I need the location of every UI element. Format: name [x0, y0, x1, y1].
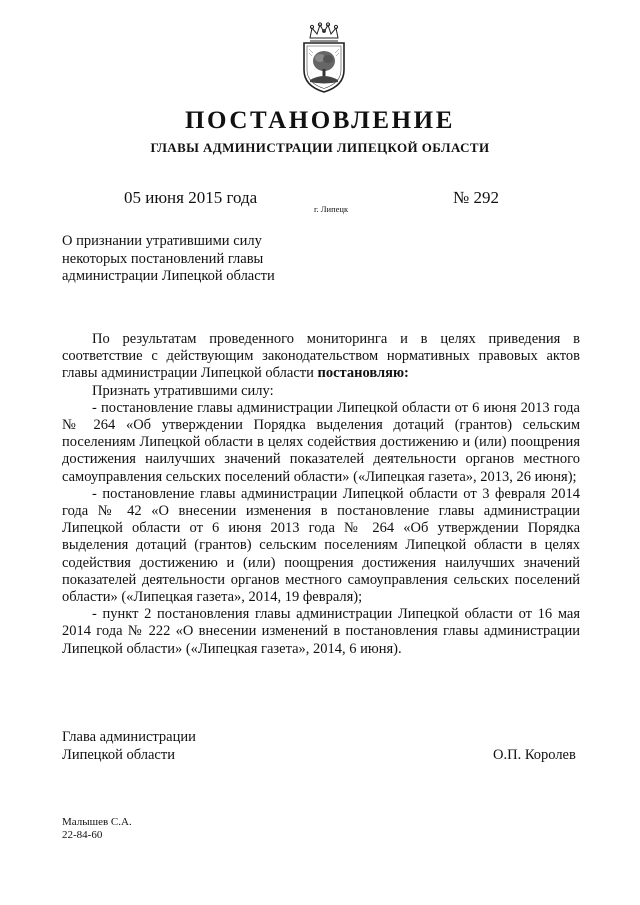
signatory-position [62, 729, 196, 764]
document-place: г. Липецк [314, 204, 349, 214]
signatory-position-line: Липецкой области [62, 746, 175, 763]
preamble-text: По результатам проведенного мониторинга и в целях приведения в соответствие с действующим законодательством нормативных правовых актов главы администрации Липецкой области [62, 331, 580, 382]
executor-name: Малышев С.А. [62, 816, 132, 828]
document-date: 05 июня 2015 года [124, 188, 258, 207]
signatory-name: О.П. Королев [493, 747, 576, 763]
subject-line: О признании утратившими силу [62, 233, 262, 249]
subject-line: администрации Липецкой области [62, 268, 275, 284]
document-number: № 292 [453, 188, 499, 207]
body-paragraph-item-1: - постановление главы администрации Липецкой области от 6 июня 2013 года № 264 «Об утверждении Порядка выделения дотаций (грантов) сельским поселениям Липецкой области в целях содействия достижению и (или) поощрения достижения наилучших значений показателей деятельности органов местного самоуправления сельских поселений области» («Липецкая газета», 2013, 26 июня); [62, 399, 580, 485]
body-paragraph-decision: Признать утратившими силу: [92, 382, 274, 399]
subject-line: некоторых постановлений главы [62, 250, 264, 267]
document-type-heading: ПОСТАНОВЛЕНИЕ [184, 107, 456, 134]
resolution-word: постановляю: [317, 365, 409, 382]
coat-of-arms-emblem [298, 22, 350, 94]
issuer-heading: ГЛАВЫ АДМИНИСТРАЦИИ ЛИПЕЦКОЙ ОБЛАСТИ [150, 140, 490, 155]
body-paragraph-item-2: - постановление главы администрации Липецкой области от 3 февраля 2014 года № 42 «О внесении изменения в постановление главы администрации Липецкой области от 6 июня 2013 года № 264 «Об утверждении Порядка выделения дотаций (грантов) сельским поселениям Липецкой области в целях содействия достижению и (или) поощрения достижения наилучших значений показателей деятельности органов местного самоуправления сельских поселений области» («Липецкая газета», 2014, 19 февраля); [62, 485, 580, 606]
body-paragraph-preamble [62, 331, 580, 383]
executor-info [62, 816, 132, 842]
executor-phone: 22-84-60 [62, 829, 103, 841]
signatory-position-line: Глава администрации [62, 729, 196, 745]
document-body [62, 331, 580, 658]
document-subject [62, 233, 342, 286]
body-paragraph-item-3: - пункт 2 постановления главы администрации Липецкой области от 16 мая 2014 года № 222 «О внесении изменений в постановления главы администрации Липецкой области» («Липецкая газета», 2014, 6 июня). [62, 606, 580, 657]
